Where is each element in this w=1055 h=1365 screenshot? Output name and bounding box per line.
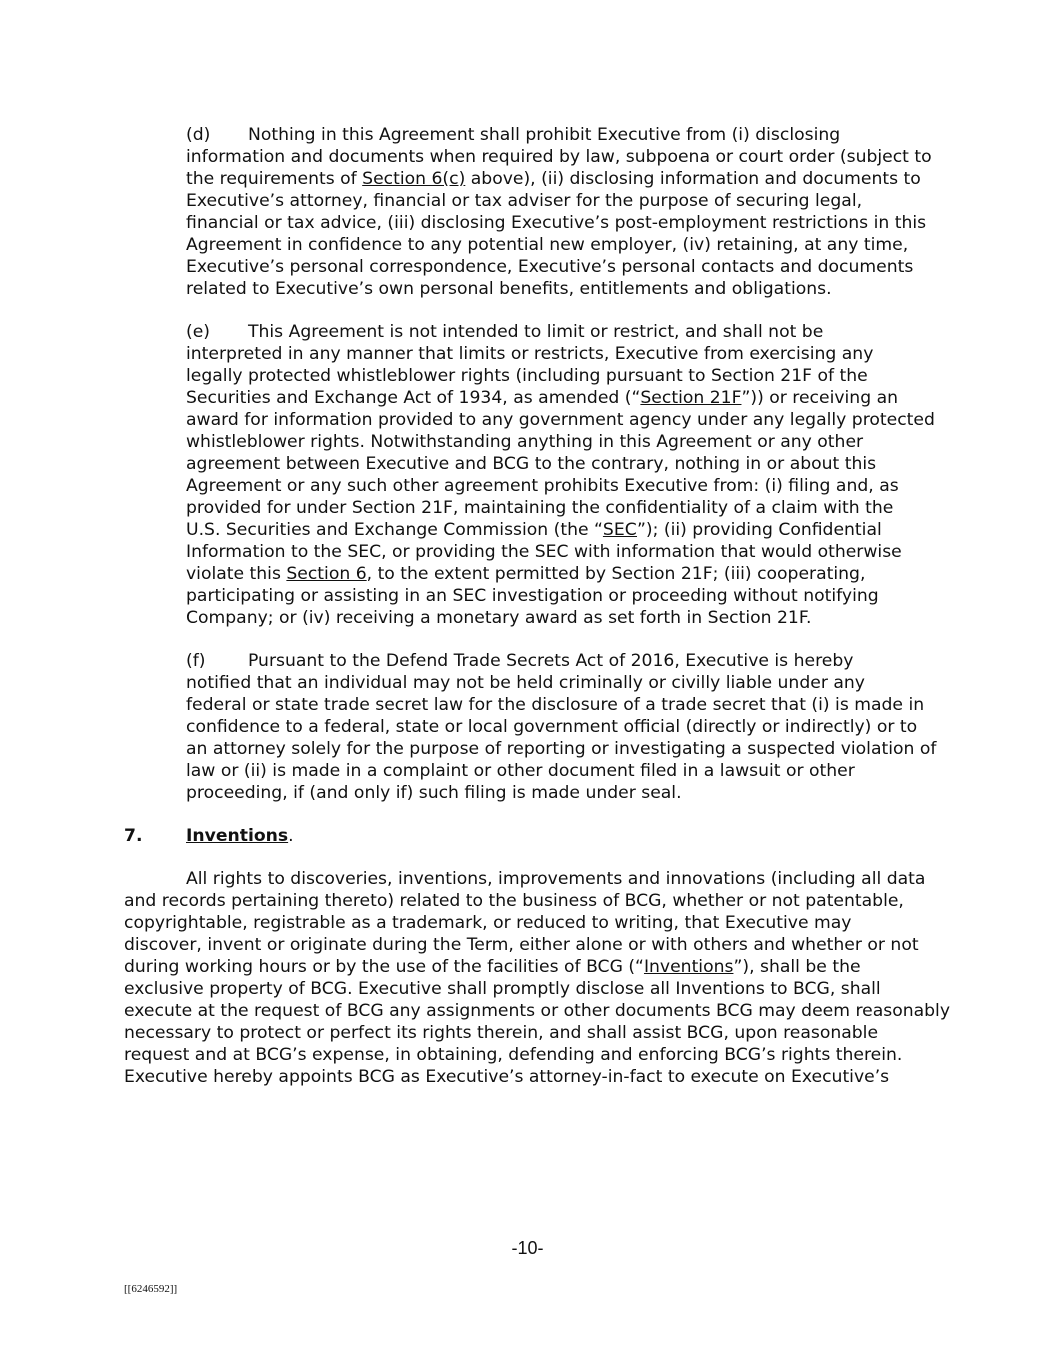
text-line: U.S. Securities and Exchange Commission (the “SEC”); (ii) providing Confidential <box>186 520 882 540</box>
text-line: exclusive property of BCG. Executive shall promptly disclose all Inventions to BCG, shall <box>124 979 881 999</box>
paragraph-6e <box>186 321 934 629</box>
text-line: notified that an individual may not be held criminally or civilly liable under any <box>186 673 865 693</box>
section-21f-defined-term: Section 21F <box>640 388 742 408</box>
section-number: 7. <box>124 826 143 846</box>
paragraph-7 <box>124 868 950 1088</box>
paragraph-6d-first-line: (d) Nothing in this Agreement shall prohibit Executive from (i) disclosing <box>186 125 841 145</box>
text-line: Executive hereby appoints BCG as Executive’s attorney-in-fact to execute on Executive’s <box>124 1067 890 1087</box>
text-line: confidence to a federal, state or local government official (directly or indirectly) or to <box>186 717 918 737</box>
text-line: violate this Section 6, to the extent permitted by Section 21F; (iii) cooperating, <box>186 564 866 584</box>
text-line: legally protected whistleblower rights (including pursuant to Section 21F of the <box>186 366 868 386</box>
document-id: [[6246592]] <box>124 1283 178 1295</box>
inventions-defined-term: Inventions <box>643 957 734 977</box>
text-line: award for information provided to any government agency under any legally protected <box>186 410 935 430</box>
paragraph-6f <box>186 650 937 804</box>
text-line: provided for under Section 21F, maintaining the confidentiality of a claim with the <box>186 498 894 518</box>
text-line: financial or tax advice, (iii) disclosing Executive’s post-employment restrictions in this <box>186 213 927 233</box>
text-line: during working hours or by the use of the facilities of BCG (“Inventions”), shall be the <box>124 957 861 977</box>
text-line: copyrightable, registrable as a trademark, or reduced to writing, that Executive may <box>124 913 852 933</box>
page-number: -10- <box>511 1238 544 1258</box>
paragraph-marker: (d) <box>186 125 211 145</box>
text-line: execute at the request of BCG any assignments or other documents BCG may deem reasonably <box>124 1001 950 1021</box>
text-line: Securities and Exchange Act of 1934, as amended (“Section 21F”)) or receiving an <box>186 388 898 408</box>
text-line: federal or state trade secret law for the disclosure of a trade secret that (i) is made in <box>186 695 925 715</box>
text-line: interpreted in any manner that limits or restricts, Executive from exercising any <box>186 344 874 364</box>
text-line: participating or assisting in an SEC investigation or proceeding without notifying <box>186 586 879 606</box>
paragraph-6d <box>186 124 934 300</box>
section-title: Inventions <box>186 826 289 846</box>
text-line: necessary to protect or perfect its rights therein, and shall assist BCG, upon reasonable <box>124 1023 879 1043</box>
text-line: the requirements of Section 6(c) above), (ii) disclosing information and documents to <box>186 169 921 189</box>
document-body <box>124 124 950 1109</box>
text-line: Agreement in confidence to any potential new employer, (iv) retaining, at any time, <box>186 235 909 255</box>
section-6-reference: Section 6 <box>286 564 367 584</box>
text-line: discover, invent or originate during the Term, either alone or with others and whether or not <box>124 935 919 955</box>
section-6c-reference: Section 6(c) <box>362 169 466 189</box>
text-line: Executive’s attorney, financial or tax adviser for the purpose of securing legal, <box>186 191 863 211</box>
text-line: agreement between Executive and BCG to the contrary, nothing in or about this <box>186 454 877 474</box>
sec-defined-term: SEC <box>602 520 638 540</box>
section-7-heading: 7. Inventions. <box>124 826 294 846</box>
text-line: whistleblower rights. Notwithstanding anything in this Agreement or any other <box>186 432 864 452</box>
text-line: request and at BCG’s expense, in obtaining, defending and enforcing BCG’s rights therein. <box>124 1045 903 1065</box>
text-line: Agreement or any such other agreement prohibits Executive from: (i) filing and, as <box>186 476 899 496</box>
text-line: and records pertaining thereto) related to the business of BCG, whether or not patentable, <box>124 891 904 911</box>
text-line: Information to the SEC, or providing the SEC with information that would otherwise <box>186 542 902 562</box>
text-line: an attorney solely for the purpose of reporting or investigating a suspected violation of <box>186 739 937 759</box>
text-line: Executive’s personal correspondence, Executive’s personal contacts and documents <box>186 257 914 277</box>
paragraph-marker: (f) <box>186 651 206 671</box>
text-line: information and documents when required by law, subpoena or court order (subject to <box>186 147 932 167</box>
text-line: law or (ii) is made in a complaint or other document filed in a lawsuit or other <box>186 761 855 781</box>
text-line: proceeding, if (and only if) such filing is made under seal. <box>186 783 682 803</box>
text-line: related to Executive’s own personal benefits, entitlements and obligations. <box>186 279 832 299</box>
paragraph-7-first-line: All rights to discoveries, inventions, improvements and innovations (including all data <box>186 869 926 889</box>
paragraph-6e-first-line: (e) This Agreement is not intended to limit or restrict, and shall not be <box>186 322 824 342</box>
paragraph-marker: (e) <box>186 322 210 342</box>
text-line: Company; or (iv) receiving a monetary award as set forth in Section 21F. <box>186 608 812 628</box>
paragraph-6f-first-line: (f) Pursuant to the Defend Trade Secrets Act of 2016, Executive is hereby <box>186 651 854 671</box>
